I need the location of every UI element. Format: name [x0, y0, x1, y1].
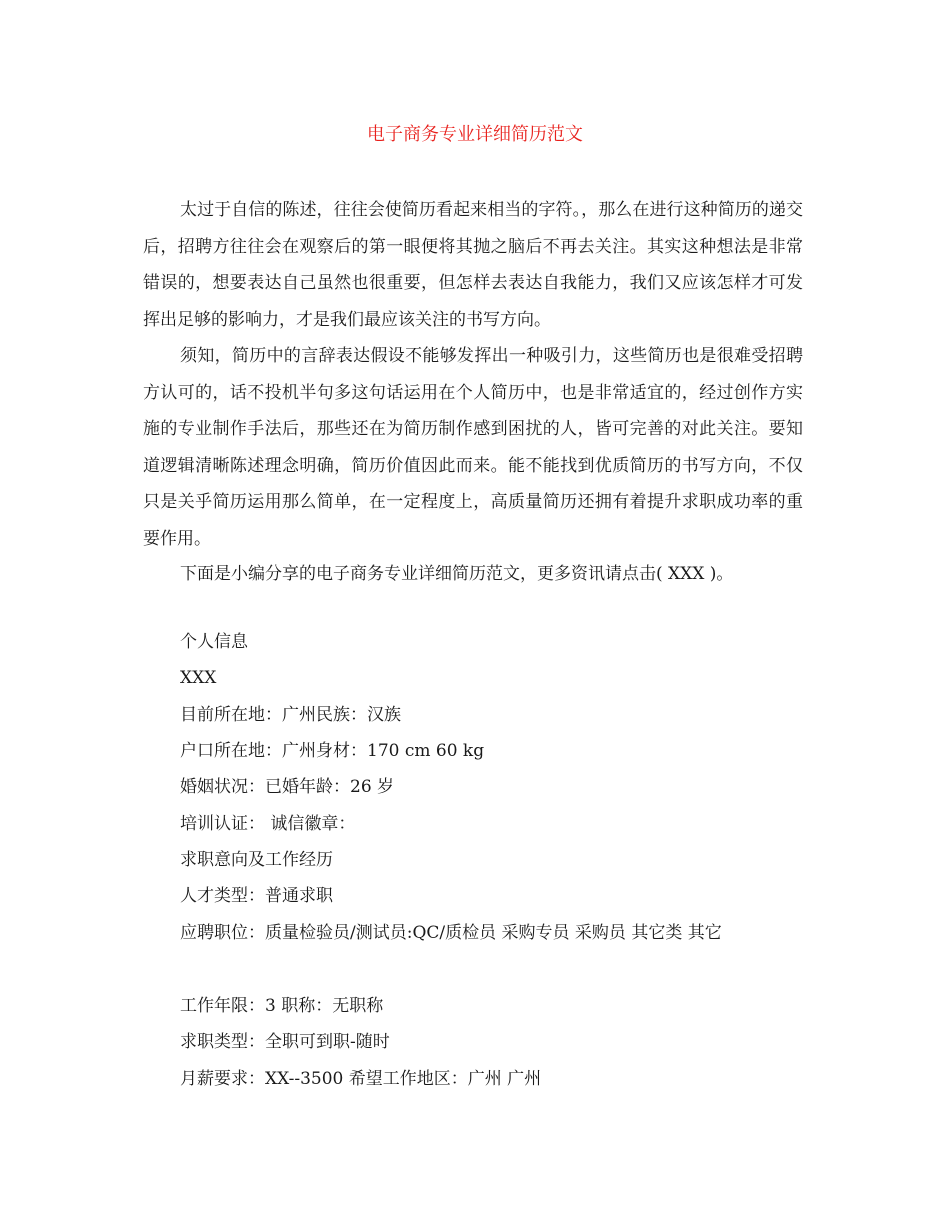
resume-name: XXX — [180, 668, 217, 688]
job-type-line: 求职类型：全职可到职-随时 — [180, 1032, 390, 1052]
document-title: 电子商务专业详细简历范文 — [367, 124, 583, 145]
section-personal-heading: 个人信息 — [180, 632, 248, 652]
intro-paragraph-2: 须知，简历中的言辞表达假设不能够发挥出一种吸引力，这些简历也是很难受招聘方认可的，话不投机半句多这句话运用在个人简历中，也是非常适宜的，经过创作方实施的专业制作手法后，那些还在为简历制作感到困扰的人，皆可完善的对此关注。要知道逻辑清晰陈述理念明确，简历价值因此而来。能不能找到优质简历的书写方向，不仅只是关乎简历运用那么简单，在一定程度上，高质量简历还拥有着提升求职成功率的重要作用。 — [143, 346, 803, 549]
intro-paragraph-1: 太过于自信的陈述，往往会使简历看起来相当的字符。，那么在进行这种简历的递交后，招聘方往往会在观察后的第一眼便将其抛之脑后不再去关注。其实这种想法是非常错误的，想要表达自己虽然也很重要，但怎样去表达自我能力，我们又应该怎样才可发挥出足够的影响力，才是我们最应该关注的书写方向。 — [143, 200, 803, 330]
salary-line: 月薪要求：XX--3500 希望工作地区：广州 广州 — [180, 1069, 542, 1089]
certification-line: 培训认证： 诚信徽章： — [180, 814, 356, 834]
talent-type-line: 人才类型：普通求职 — [180, 886, 333, 906]
section-job-heading: 求职意向及工作经历 — [180, 850, 333, 870]
location-line: 目前所在地：广州民族：汉族 — [180, 705, 401, 725]
intro-paragraph-3: 下面是小编分享的电子商务专业详细简历范文，更多资讯请点击( XXX )。 — [180, 564, 734, 584]
marriage-line: 婚姻状况：已婚年龄：26 岁 — [180, 777, 395, 797]
hukou-line: 户口所在地：广州身材：170 cm 60 kg — [180, 741, 485, 761]
work-years-line: 工作年限：3 职称：无职称 — [180, 996, 384, 1016]
position-line: 应聘职位：质量检验员/测试员:QC/质检员 采购专员 采购员 其它类 其它 — [180, 923, 722, 943]
